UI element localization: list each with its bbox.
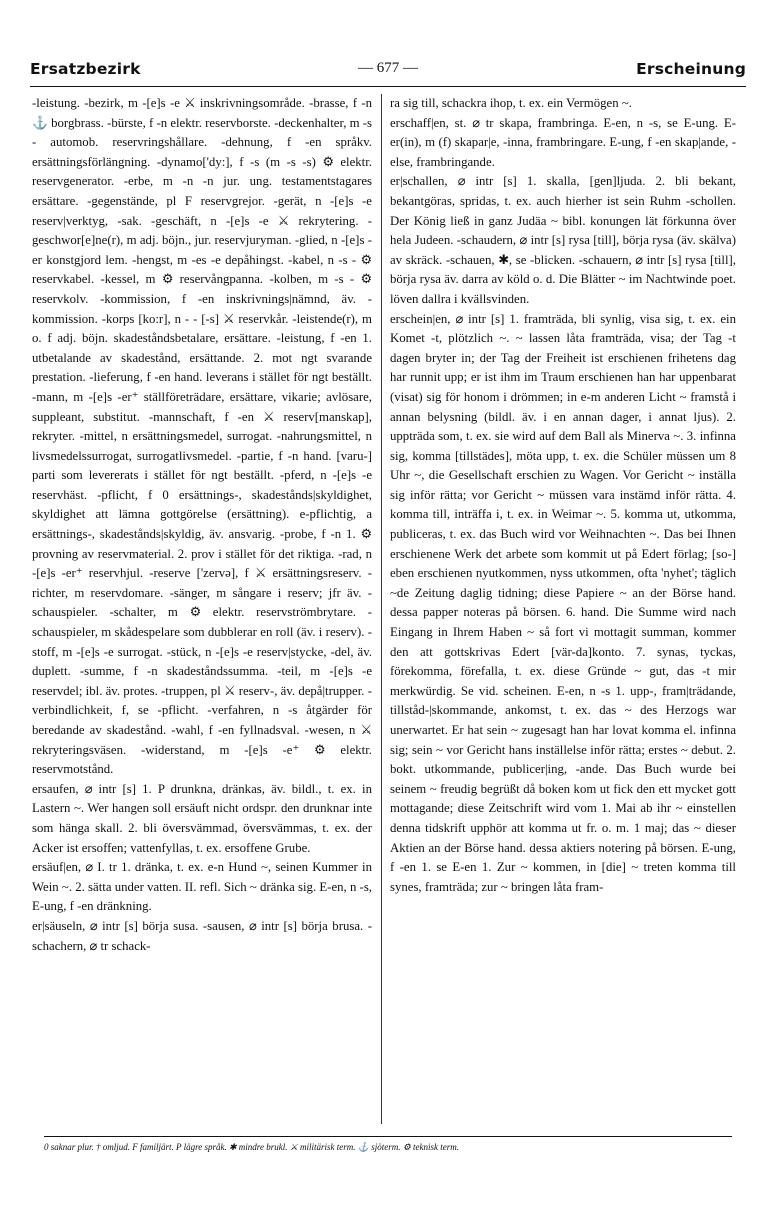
page-number: — 677 —: [358, 60, 418, 76]
running-head-left: Ersatzbezirk: [30, 60, 141, 78]
entry-ersaeufen: ersäuf|en, ⌀ I. tr 1. dränka, t. ex. e-n Hund ~, seinen Kummer in Wein ~. 2. sätta under vatten. II. refl. Sich ~ dränka sig. E-en, n -s, E-ung, f -en dränkning.: [32, 860, 372, 914]
entry-ersaufen: ersaufen, ⌀ intr [s] 1. P drunkna, dränkas, äv. bildl., t. ex. in Lastern ~. Wer hangen soll ersäuft nicht ordspr. den drunknar inte som hänga skall. 2. bli översvämmad, översvämmas, t. ex. der Acker ist ersoffen; vattenfyllas, t. ex. ersoffene Grube.: [32, 781, 372, 855]
right-column: [390, 94, 736, 1124]
left-column: [32, 94, 372, 1124]
entry-erschallen: er|schallen, ⌀ intr [s] 1. skalla, [gen]ljuda. 2. bli bekant, bekantgöras, spridas, t. ex. auch hierher ist sein Ruhm -schollen. Der König ließ in ganz Judäa ~ bibl. konungen lät förkunna över hela Judeen. -schaudern, ⌀ intr [s] rysa [till], börja rysa (äv. skälva) av skräck. -schauen, ✱, se -blicken. -schauern, ⌀ intr [s] rysa [till], börja rysa äv. darra av köld o. d. Die Blätter ~ im Nachtwinde poet. löven dallra i kvällsvinden.: [390, 174, 736, 306]
entry-ersaeuseln: er|säuseln, ⌀ intr [s] börja susa. -sausen, ⌀ intr [s] börja brusa. -schachern, ⌀ tr schack-: [32, 918, 372, 953]
entry-erschaffen: erschaff|en, st. ⌀ tr skapa, frambringa. E-en, n -s, se E-ung. E-er(in), m (f) skapar|e, -inna, frambringare. E-ung, f -en skap|ande, -else, frambringande.: [390, 115, 736, 169]
running-head-right: Erscheinung: [636, 60, 746, 78]
abbreviation-legend: 0 saknar plur. † omljud. F familjärt. P lägre språk. ✱ mindre brukl. ⚔ militärisk term. ⚓ sjöterm. ⚙ teknisk term.: [44, 1136, 732, 1153]
entry-erscheinen: erschein|en, ⌀ intr [s] 1. framträda, bli synlig, visa sig, t. ex. ein Komet -t, plötzlich ~. ~ lassen låta framträda, visa; der Tag -t dagen bryter in; der Tag der Freiheit ist erschienen frihetens dag har runnit upp; er ist ihm im Traum erschienen han har uppenbarat (visat) sig för honom i drömmen; in e-m anderen Licht ~ framstå i annan belysning (bildl. äv. i en annan dager, i annat ljus). 2. uppträda som, t. ex. sie wird auf dem Ball als Minerva ~. 3. infinna sig, komma [tillstädes], möta upp, t. ex. die Schüler müssen um 8 Uhr ~, die Gesellschaft erschien zu Wagen. Vor Gericht ~ inställa sig inför rätta; vor Gericht ~ müssen vara instämd inför rätta. 4. komma till, inträffa i, t. ex. in Weimar ~. 5. komma ut, utkomma, publiceras, t. ex. das Buch wird vor Weihnachten ~. Das bei Ihnen erschienene Werk det arbete som kommit ut på Edert förlag; [so-] eben erschienen nyutkommen, nyss utkommen, ofta 'nyhet'; täglich ~de Zeitung daglig tidning; diese Papiere ~ an der Börse hand. dessa papper noteras på börsen. 6. hand. Die Summe wird nach Eingang in Ihrem Haben ~ så fort vi mottagit summan, kommer den att gottskrivas Edert [vär-da]konto. 7. synas, tyckas, förekomma, förefalla, t. ex. diese Gründe ~ gut, das -t mir merkwürdig. Se vid. scheinen. E-en, n -s 1. upp-, fram|trädande, tillståd-|skommande, ankomst, t. ex. das ~ des Herzogs war unerwartet. Er hat sein ~ zugesagt han har lovat komma el. infinna sig; sein ~ vor Gericht hans inställelse inför rätta; erstes ~ debut. 2. bokt. utkommande, publicer|ing, -ande. Das Buch wurde bei seinem ~ freudig begrüßt då boken kom ut fick den ett mycket gott mottagande; diese Zeitschrift wird vom 1. Mai ab ihr ~ einstellen denna tidskrift upphör att komma ut fr. o. m. 1 maj; das ~ dieser Aktien an der Börse hand. dessa aktiers notering på börsen. E-ung, f -en 1. se E-en 1. Zur ~ kommen, in [die] ~ treten komma till synes, framträda; zur ~ bringen låta fram-: [390, 311, 736, 894]
column-divider: [381, 94, 382, 1124]
entry-ersatz-compounds: -leistung. -bezirk, m -[e]s -e ⚔ inskrivningsområde. -brasse, f -n ⚓ borgbrass. -bürste, f -n elektr. reservborste. -deckenhalter, m -s - automob. reservringshållare. -dehnung, f -en språkv. ersättningsförlängning. -dynamo['dy:], f -s (m -s -s) ⚙ elektr. reservgenerator. -erbe, m -n -n jur. ung. testamentstagares ersättare. -gegenstände, pl F reservgrejor. -gerät, n -[e]s -e reserv|verktyg, -sak. -geschäft, n -[e]s -e ⚔ rekrytering. -geschwor[e]ne(r), m adj. böjn., jur. reservjuryman. -glied, n -[e]s -er konstgjord lem. -hengst, m -es -e depåhingst. -kabel, n -s - ⚙ reservkabel. -kessel, m ⚙ reservångpanna. -kolben, m -s - ⚙ reservkolv. -kommission, f -en inskrivnings|nämnd, äv. -kommission. -korps [ko:r], n - - [-s] ⚔ reservkår. -leistende(r), m o. f adj. böjn. skadeståndsbetalare, ersättare. -leistung, f -en 1. utbetalande av skadestånd, ersättande. 2. mot ngt svarande prestation. -lieferung, f -en hand. leverans i stället för ngt beställt. -mann, m -[e]s -er⁺ ställföreträdare, ersättare, vikarie; avlösare, suppleant, substitut. -mannschaft, f -en ⚔ reserv[manskap], rekryter. -mittel, n ersättningsmedel, surrogat. -nahrungsmittel, n livsmedelssurrogat, surrogatlivsmedel. -partie, f -n hand. [varu-] parti som levererats i stället för ngt beställt. -pferd, n -[e]s -e reservhäst. -pflicht, f 0 ersättnings-, skadestånds|skyldighet, skyldighet att lämna gottgörelse (ersättning). e-pflichtig, a ersättnings-, skadestånds|skyldig, äv. ansvarig. -probe, f -n 1. ⚙ provning av reservmaterial. 2. prov i stället för det riktiga. -rad, n -[e]s -er⁺ reservhjul. -reserve ['zervə], f ⚔ ersättningsreserv. -richter, m reservdomare. -sänger, m sångare i reserv; jfr äv. -schauspieler. -schalter, m ⚙ elektr. reservströmbrytare. -schauspieler, m skådespelare som dubblerar en roll (äv. i reserv). -stoff, m -[e]s -e surrogat. -stück, n -[e]s -e reserv|stycke, -del, äv. duplett. -summe, f -n skadeståndssumma. -teil, m -[e]s -e reservdel; ibl. äv. protes. -truppen, pl ⚔ reserv-, äv. depå|trupper. -verbindlichkeit, f, se -pflicht. -verfahren, n -s åtgärder för beredande av skadestånd. -wahl, f -en fyllnadsval. -wesen, n ⚔ rekryteringsväsen. -widerstand, m -[e]s -e⁺ ⚙ elektr. reservmotstånd.: [32, 96, 372, 777]
entry-continuation: ra sig till, schackra ihop, t. ex. ein Vermögen ~.: [390, 96, 632, 110]
page-header: [30, 50, 746, 87]
